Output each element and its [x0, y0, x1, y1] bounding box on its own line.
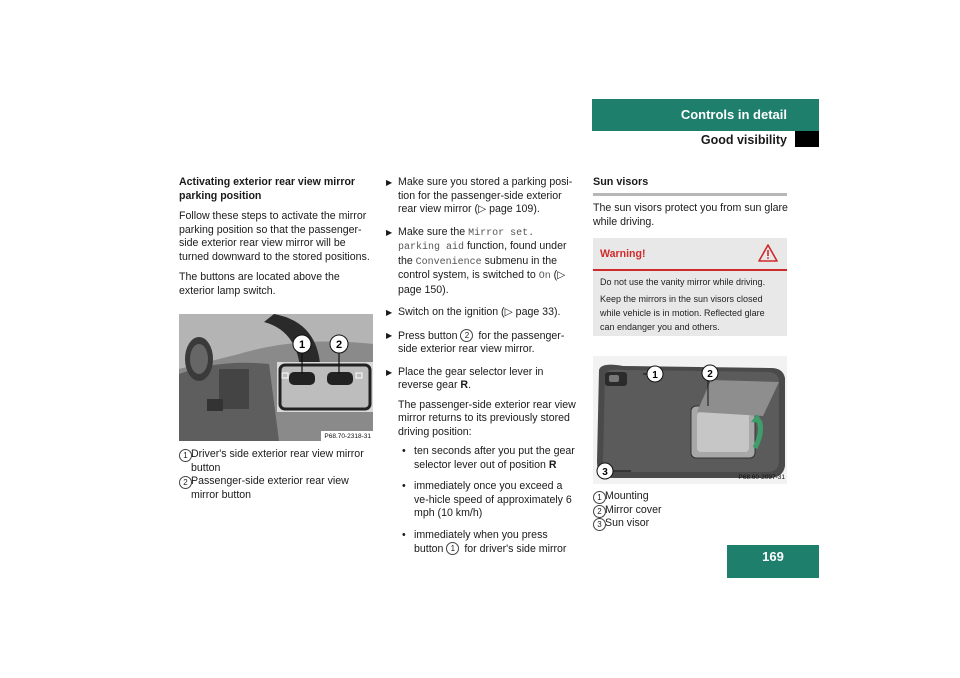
- step: [386, 226, 580, 298]
- warning-box: [593, 238, 787, 336]
- caption-item: [593, 517, 789, 531]
- bullet-dot: •: [402, 445, 406, 457]
- sun-visor-drawing: [593, 356, 787, 484]
- warning-title: Warning!: [600, 248, 646, 260]
- image-code: P68.60-2097-31: [738, 474, 785, 481]
- caption-number: 3: [593, 518, 606, 531]
- arrow-icon: ▶: [386, 227, 393, 237]
- arrow-icon: ▶: [386, 367, 393, 377]
- section-title: Controls in detail: [680, 107, 787, 122]
- callout-2: 2: [707, 369, 713, 380]
- caption-number: 2: [179, 476, 192, 489]
- warning-divider: [593, 269, 787, 271]
- right-captions: [593, 490, 789, 531]
- submenu-name: Convenience: [415, 256, 482, 268]
- button-number: 2: [460, 329, 473, 342]
- left-captions: [179, 448, 375, 502]
- gear-letter: R: [548, 458, 557, 471]
- callout-1: 1: [298, 339, 306, 351]
- step-text: Press button: [398, 329, 461, 342]
- dashboard-photo: [179, 314, 373, 441]
- warning-line: Do not use the vanity mirror while driving.: [600, 277, 766, 287]
- caption-number: 2: [593, 505, 606, 518]
- setting-value: On: [538, 271, 551, 282]
- subsection-title: Good visibility: [700, 133, 787, 147]
- caption-item: [593, 504, 789, 518]
- return-description: The passenger-side exterior rear view mirror returns to its previously stored driving position:: [398, 398, 576, 438]
- buttons-location-text: The buttons are located above the exterior lamp switch.: [179, 271, 340, 297]
- bullet-item: [398, 480, 580, 521]
- image-code: P68.70-2318-31: [324, 433, 371, 440]
- step-text: for the passenger-side exterior rear view mirror.: [398, 329, 565, 355]
- middle-column: [386, 176, 580, 566]
- caption-item: [179, 475, 375, 502]
- warning-line: Keep the mirrors in the sun visors closed while vehicle is in motion. Reflected glare can endanger you and others.: [600, 294, 765, 332]
- mirror-buttons-illustration: [179, 314, 373, 441]
- bullet-dot: •: [402, 480, 406, 492]
- callout-3: 3: [602, 467, 608, 478]
- page-number: 169: [727, 545, 819, 578]
- bullet-dot: •: [402, 528, 406, 541]
- bullet-item: [398, 445, 580, 472]
- button-number: 1: [446, 542, 459, 555]
- step-text: (▷ page 150).: [398, 269, 566, 296]
- step: [386, 366, 580, 557]
- caption-item: [593, 490, 789, 504]
- header-black-tab: [795, 131, 819, 147]
- caption-text: Driver's side exterior rear view mirror button: [191, 448, 364, 474]
- sun-visors-heading: Sun visors: [593, 176, 787, 196]
- step: [386, 329, 580, 357]
- step: [386, 306, 580, 320]
- arrow-icon: ▶: [386, 308, 393, 317]
- step-text: function, found under the: [398, 240, 567, 267]
- caption-text: Mirror cover: [605, 503, 662, 516]
- bullet-text: ten seconds after you put the gear selector lever out of position: [414, 445, 575, 471]
- bullet-text: immediately once you exceed a ve-hicle speed of approximately 6 mph (10 km/h): [414, 480, 572, 519]
- menu-function-name: Mirror set. parking aid: [398, 227, 535, 253]
- gear-letter: R: [460, 379, 469, 391]
- bullet-item: [398, 529, 580, 557]
- callout-2: 2: [335, 339, 343, 351]
- caption-item: [179, 448, 375, 475]
- sun-visors-intro: The sun visors protect you from sun glare while driving.: [593, 202, 788, 228]
- step-text: Make sure you stored a parking posi-tion for the passenger-side exterior rear view mirror (▷ page 109).: [398, 176, 573, 215]
- step: [386, 176, 580, 217]
- caption-number: 1: [179, 449, 192, 462]
- arrow-icon: ▶: [386, 330, 393, 340]
- step-text: .: [468, 379, 472, 391]
- intro-paragraph: Follow these steps to activate the mirror parking position so that the passenger-side exterior rear view mirror will be turned downward to the stored positions.: [179, 210, 370, 263]
- caption-text: Passenger-side exterior rear view mirror button: [191, 475, 349, 501]
- left-column: [179, 176, 375, 305]
- step-text: Make sure the: [398, 225, 469, 238]
- step-text: Switch on the ignition (▷ page 33).: [398, 306, 561, 318]
- bullet-text: immediately when you press button: [414, 528, 548, 555]
- caption-text: Mounting: [605, 490, 649, 502]
- mirror-parking-heading: Activating exterior rear view mirror parking position: [179, 176, 356, 202]
- warning-triangle-icon: [758, 244, 778, 262]
- warning-body: [600, 275, 780, 337]
- arrow-icon: ▶: [386, 178, 393, 187]
- bullet-text: for driver's side mirror: [461, 543, 567, 555]
- caption-text: Sun visor: [605, 517, 650, 529]
- callout-1: 1: [652, 370, 658, 381]
- caption-number: 1: [593, 491, 606, 504]
- sun-visor-illustration: [593, 356, 787, 484]
- step-text: submenu in the control system, is switched to: [398, 254, 558, 281]
- step-text: Place the gear selector lever in reverse gear: [398, 365, 544, 391]
